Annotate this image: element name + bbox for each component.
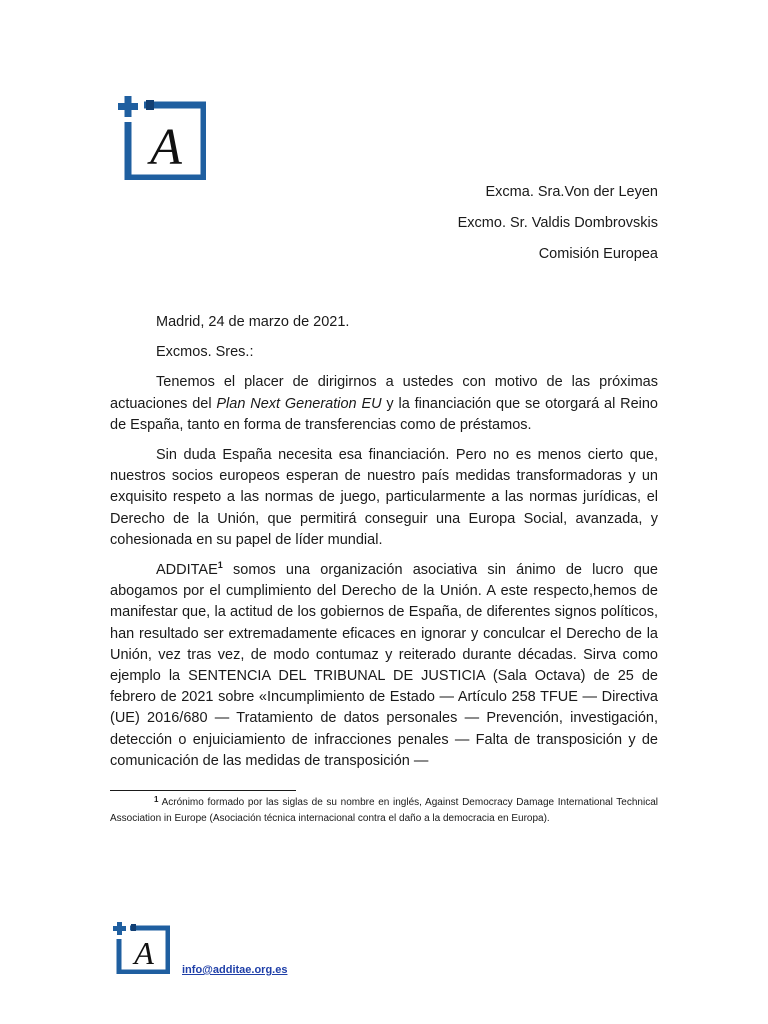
additae-logo (116, 96, 206, 180)
paragraph-1 (110, 372, 658, 436)
additae-logo-graphic (116, 96, 206, 180)
footer-logo-letter: A (134, 935, 154, 971)
recipient-block (458, 181, 658, 274)
footer-logo-graphic (112, 922, 170, 974)
paragraph-2: Sin duda España necesita esa financiación. Pero no es menos cierto que, nuestros socios europeos esperan de nuestro país medidas transformadoras y un exquisito respeto a las normas de juego, particularmente a las normas jurídicas, el Derecho de la Unión, que permitirá conseguir una Europa Social, avanzada, y cohesionada en su papel de líder mundial. (110, 447, 658, 548)
paragraph-3-text: somos una organización asociativa sin ánimo de lucro que abogamos por el cumplimiento del Derecho de la Unión. A este respecto,hemos de manifestar que, la actitud de los gobiernos de España, de diferentes signos políticos, han resultado ser extremadamente eficaces en ignorar y conculcar el Derecho de la Unión, vez tras vez, de modo contumaz y reiterado durante décadas. Sirva como ejemplo la SENTENCIA DEL TRIBUNAL DE JUSTICIA (Sala Octava) de 25 de febrero de 2021 sobre «Incumplimiento de Estado — Artículo 258 TFUE — Directiva (UE) 2016/680 — Tratamiento de datos personales — Prevención, investigación, detección o enjuiciamiento de infracciones penales — Falta de transposición y de comunicación de las medidas de transposición — (110, 562, 658, 769)
footer-logo (112, 922, 170, 974)
footnote-separator (110, 790, 296, 791)
logo-letter: A (150, 119, 182, 176)
footnote-text: Acrónimo formado por las siglas de su nombre en inglés, Against Democracy Damage International Technical Association in Europe (Asociación técnica internacional contra el daño a la democracia en Europa). (110, 797, 658, 824)
date-line: Madrid, 24 de marzo de 2021. (156, 314, 350, 330)
letter-body (110, 312, 658, 772)
salutation: Excmos. Sres.: (156, 344, 254, 361)
org-name: ADDITAE (156, 562, 218, 579)
email-link[interactable]: info@additae.org.es (182, 964, 288, 976)
paragraph-1-text-end: y la financiación que se otorgará al Reino de España, tanto en forma de transferencias como de préstamos. (110, 395, 658, 433)
recipient-line: Excmo. Sr. Valdis Dombrovskis (457, 215, 658, 231)
paragraph-3 (110, 560, 658, 772)
footnote-reference[interactable]: 1 (217, 560, 223, 571)
plan-name: Plan Next Generation EU (216, 395, 382, 412)
footnote (110, 795, 658, 827)
paragraph-1-text: Tenemos el placer de dirigirnos a ustedes con motivo de las próximas actuaciones del (110, 374, 658, 412)
recipient-line: Comisión Europea (538, 246, 658, 262)
footnote-number: 1 (154, 795, 159, 804)
recipient-line: Excma. Sra.Von der Leyen (485, 184, 658, 200)
